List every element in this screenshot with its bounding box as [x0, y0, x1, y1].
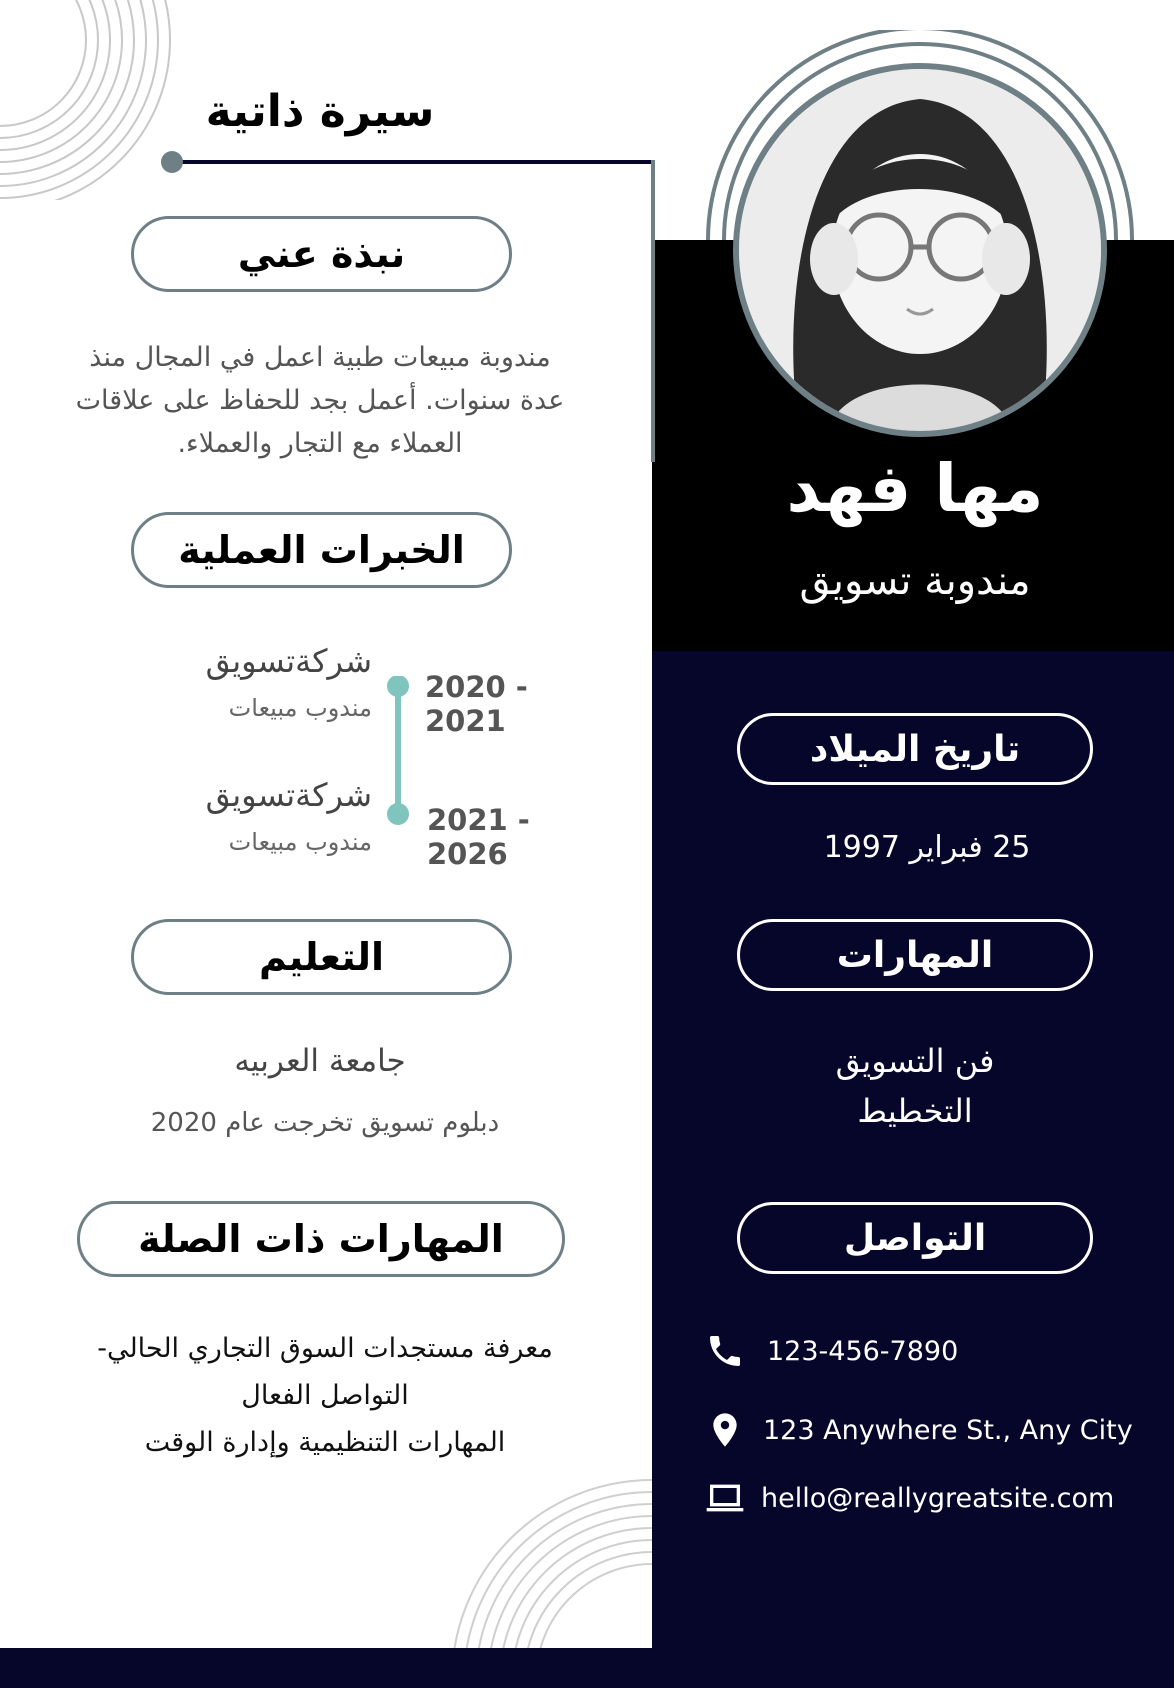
laptop-icon [705, 1478, 745, 1518]
related-skills-heading: المهارات ذات الصلة [77, 1201, 565, 1277]
related-skill-item: التواصل الفعال [241, 1380, 409, 1411]
about-text [40, 336, 600, 465]
phone-number[interactable]: 123-456-7890 [767, 1335, 959, 1367]
education-school: جامعة العربيه [234, 1043, 406, 1079]
person-name: مها فهد [786, 450, 1044, 527]
related-skill-item: المهارات التنظيمية وإدارة الوقت [144, 1427, 506, 1458]
experience-role: مندوب مبيعات [228, 828, 372, 856]
contact-address-row [705, 1408, 1133, 1452]
contact-heading: التواصل [737, 1202, 1093, 1274]
address: 123 Anywhere St., Any City [763, 1414, 1133, 1446]
portrait-illustration [739, 69, 1101, 431]
experience-years: 2020 - 2021 [425, 670, 528, 738]
skill-item: فن التسويق [835, 1042, 995, 1080]
skill-item: التخطيط [857, 1092, 973, 1130]
job-title: مندوبة تسويق [799, 558, 1031, 604]
decorative-arcs-top [0, 0, 180, 200]
experience-role: مندوب مبيعات [228, 694, 372, 722]
about-line: العملاء مع التجار والعملاء. [177, 428, 463, 459]
contact-phone-row [705, 1329, 958, 1373]
birth-date: 25 فبراير 1997 [823, 830, 1031, 865]
experience-company: شركةتسويق [205, 776, 372, 814]
page-title: سيرة ذاتية [205, 86, 435, 137]
about-heading: نبذة عني [131, 216, 512, 292]
about-line: مندوبة مبيعات طبية اعمل في المجال منذ [89, 342, 551, 373]
decorative-arcs-bottom [440, 1450, 652, 1648]
experience-years: 2021 - 2026 [427, 803, 530, 871]
birth-heading: تاريخ الميلاد [737, 713, 1093, 785]
phone-icon [705, 1331, 745, 1371]
related-skills-list [60, 1325, 590, 1466]
experience-company: شركةتسويق [205, 642, 372, 680]
education-heading: التعليم [131, 919, 512, 995]
bottom-bar [0, 1648, 1174, 1688]
related-skill-item: معرفة مستجدات السوق التجاري الحالي- [97, 1333, 553, 1364]
experience-heading: الخبرات العملية [131, 512, 512, 588]
experience-timeline [384, 676, 412, 826]
avatar [733, 63, 1107, 437]
contact-email-row [705, 1476, 1114, 1520]
about-line: عدة سنوات. أعمل بجد للحفاظ على علاقات [75, 385, 565, 416]
location-pin-icon [705, 1410, 745, 1450]
email-address[interactable]: hello@reallygreatsite.com [761, 1482, 1115, 1514]
education-degree: دبلوم تسويق تخرجت عام 2020 [150, 1108, 500, 1138]
skills-heading: المهارات [737, 919, 1093, 991]
